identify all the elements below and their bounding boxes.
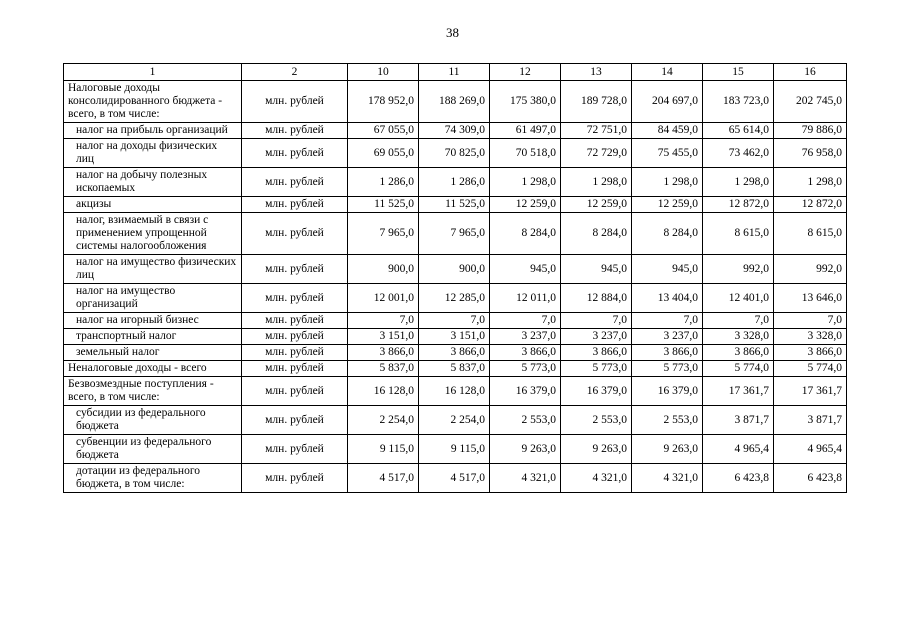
value-cell: 1 298,0: [774, 168, 847, 197]
value-cell: 992,0: [703, 255, 774, 284]
value-cell: 7 965,0: [348, 213, 419, 255]
value-cell: 175 380,0: [490, 81, 561, 123]
value-cell: 1 298,0: [490, 168, 561, 197]
value-cell: 188 269,0: [419, 81, 490, 123]
value-cell: 5 837,0: [348, 361, 419, 377]
value-cell: 74 309,0: [419, 123, 490, 139]
value-cell: 4 517,0: [348, 464, 419, 493]
value-cell: 7,0: [419, 313, 490, 329]
row-label: субсидии из федерального бюджета: [64, 406, 242, 435]
value-cell: 7,0: [561, 313, 632, 329]
table-row: [64, 329, 847, 345]
value-cell: 8 284,0: [561, 213, 632, 255]
value-cell: 75 455,0: [632, 139, 703, 168]
value-cell: 3 237,0: [561, 329, 632, 345]
value-cell: 12 259,0: [490, 197, 561, 213]
row-unit: млн. рублей: [242, 123, 348, 139]
row-unit: млн. рублей: [242, 377, 348, 406]
value-cell: 61 497,0: [490, 123, 561, 139]
value-cell: 16 379,0: [561, 377, 632, 406]
value-cell: 84 459,0: [632, 123, 703, 139]
row-label: налог на игорный бизнес: [64, 313, 242, 329]
value-cell: 11 525,0: [419, 197, 490, 213]
row-label: налог на имущество физических лиц: [64, 255, 242, 284]
value-cell: 12 259,0: [632, 197, 703, 213]
column-header: 13: [561, 64, 632, 81]
value-cell: 900,0: [348, 255, 419, 284]
value-cell: 3 866,0: [561, 345, 632, 361]
column-header: 11: [419, 64, 490, 81]
value-cell: 5 774,0: [774, 361, 847, 377]
value-cell: 2 553,0: [490, 406, 561, 435]
value-cell: 3 866,0: [490, 345, 561, 361]
value-cell: 12 872,0: [703, 197, 774, 213]
value-cell: 5 837,0: [419, 361, 490, 377]
value-cell: 8 284,0: [632, 213, 703, 255]
value-cell: 3 866,0: [774, 345, 847, 361]
row-unit: млн. рублей: [242, 406, 348, 435]
value-cell: 900,0: [419, 255, 490, 284]
table-body: [64, 81, 847, 493]
value-cell: 8 284,0: [490, 213, 561, 255]
row-label: налог на прибыль организаций: [64, 123, 242, 139]
value-cell: 12 285,0: [419, 284, 490, 313]
row-label: Неналоговые доходы - всего: [64, 361, 242, 377]
row-unit: млн. рублей: [242, 284, 348, 313]
row-unit: млн. рублей: [242, 213, 348, 255]
table-header-row: [64, 64, 847, 81]
row-label: налог, взимаемый в связи с применением упрощенной системы налогообложения: [64, 213, 242, 255]
row-unit: млн. рублей: [242, 255, 348, 284]
column-header: 14: [632, 64, 703, 81]
value-cell: 1 298,0: [561, 168, 632, 197]
row-unit: млн. рублей: [242, 139, 348, 168]
value-cell: 1 286,0: [419, 168, 490, 197]
value-cell: 73 462,0: [703, 139, 774, 168]
value-cell: 3 237,0: [632, 329, 703, 345]
row-unit: млн. рублей: [242, 435, 348, 464]
value-cell: 2 553,0: [561, 406, 632, 435]
row-label: Безвозмездные поступления - всего, в том числе:: [64, 377, 242, 406]
row-unit: млн. рублей: [242, 329, 348, 345]
value-cell: 6 423,8: [774, 464, 847, 493]
row-label: налог на добычу полезных ископаемых: [64, 168, 242, 197]
table-row: [64, 361, 847, 377]
row-unit: млн. рублей: [242, 464, 348, 493]
value-cell: 6 423,8: [703, 464, 774, 493]
value-cell: 7,0: [703, 313, 774, 329]
value-cell: 2 254,0: [348, 406, 419, 435]
column-header: 10: [348, 64, 419, 81]
value-cell: 8 615,0: [703, 213, 774, 255]
value-cell: 204 697,0: [632, 81, 703, 123]
table-row: [64, 406, 847, 435]
value-cell: 5 773,0: [632, 361, 703, 377]
value-cell: 3 871,7: [774, 406, 847, 435]
column-header: 1: [64, 64, 242, 81]
table-row: [64, 139, 847, 168]
budget-table: [63, 63, 847, 493]
table-row: [64, 284, 847, 313]
value-cell: 72 729,0: [561, 139, 632, 168]
value-cell: 4 965,4: [774, 435, 847, 464]
value-cell: 945,0: [490, 255, 561, 284]
table-row: [64, 123, 847, 139]
value-cell: 1 298,0: [703, 168, 774, 197]
value-cell: 7,0: [348, 313, 419, 329]
row-label: Налоговые доходы консолидированного бюджета - всего, в том числе:: [64, 81, 242, 123]
column-header: 2: [242, 64, 348, 81]
table-row: [64, 345, 847, 361]
value-cell: 189 728,0: [561, 81, 632, 123]
value-cell: 3 866,0: [703, 345, 774, 361]
value-cell: 3 328,0: [703, 329, 774, 345]
table-row: [64, 377, 847, 406]
value-cell: 12 259,0: [561, 197, 632, 213]
row-unit: млн. рублей: [242, 313, 348, 329]
value-cell: 2 553,0: [632, 406, 703, 435]
value-cell: 69 055,0: [348, 139, 419, 168]
value-cell: 1 298,0: [632, 168, 703, 197]
value-cell: 11 525,0: [348, 197, 419, 213]
value-cell: 9 115,0: [348, 435, 419, 464]
value-cell: 12 001,0: [348, 284, 419, 313]
value-cell: 17 361,7: [703, 377, 774, 406]
table-row: [64, 197, 847, 213]
value-cell: 67 055,0: [348, 123, 419, 139]
value-cell: 16 379,0: [490, 377, 561, 406]
row-label: дотации из федерального бюджета, в том числе:: [64, 464, 242, 493]
value-cell: 4 321,0: [561, 464, 632, 493]
row-unit: млн. рублей: [242, 345, 348, 361]
row-unit: млн. рублей: [242, 81, 348, 123]
value-cell: 3 866,0: [632, 345, 703, 361]
row-label: акцизы: [64, 197, 242, 213]
row-label: налог на имущество организаций: [64, 284, 242, 313]
value-cell: 3 151,0: [419, 329, 490, 345]
value-cell: 9 263,0: [632, 435, 703, 464]
value-cell: 3 151,0: [348, 329, 419, 345]
value-cell: 16 379,0: [632, 377, 703, 406]
value-cell: 4 517,0: [419, 464, 490, 493]
value-cell: 178 952,0: [348, 81, 419, 123]
value-cell: 16 128,0: [419, 377, 490, 406]
value-cell: 16 128,0: [348, 377, 419, 406]
column-header: 15: [703, 64, 774, 81]
value-cell: 4 965,4: [703, 435, 774, 464]
table-row: [64, 255, 847, 284]
value-cell: 3 328,0: [774, 329, 847, 345]
value-cell: 4 321,0: [632, 464, 703, 493]
value-cell: 992,0: [774, 255, 847, 284]
value-cell: 5 773,0: [561, 361, 632, 377]
value-cell: 2 254,0: [419, 406, 490, 435]
row-label: земельный налог: [64, 345, 242, 361]
value-cell: 12 884,0: [561, 284, 632, 313]
value-cell: 3 871,7: [703, 406, 774, 435]
page-number: 38: [446, 25, 459, 40]
row-label: субвенции из федерального бюджета: [64, 435, 242, 464]
row-label: налог на доходы физических лиц: [64, 139, 242, 168]
value-cell: 945,0: [632, 255, 703, 284]
column-header: 16: [774, 64, 847, 81]
table-row: [64, 313, 847, 329]
row-label: транспортный налог: [64, 329, 242, 345]
value-cell: 70 518,0: [490, 139, 561, 168]
value-cell: 945,0: [561, 255, 632, 284]
value-cell: 5 774,0: [703, 361, 774, 377]
table-row: [64, 168, 847, 197]
table-row: [64, 435, 847, 464]
value-cell: 13 646,0: [774, 284, 847, 313]
value-cell: 3 237,0: [490, 329, 561, 345]
value-cell: 7,0: [632, 313, 703, 329]
value-cell: 7,0: [774, 313, 847, 329]
value-cell: 3 866,0: [348, 345, 419, 361]
table-row: [64, 464, 847, 493]
value-cell: 65 614,0: [703, 123, 774, 139]
column-header: 12: [490, 64, 561, 81]
value-cell: 4 321,0: [490, 464, 561, 493]
value-cell: 12 872,0: [774, 197, 847, 213]
table-row: [64, 81, 847, 123]
value-cell: 9 115,0: [419, 435, 490, 464]
row-unit: млн. рублей: [242, 168, 348, 197]
value-cell: 1 286,0: [348, 168, 419, 197]
value-cell: 12 401,0: [703, 284, 774, 313]
value-cell: 76 958,0: [774, 139, 847, 168]
row-unit: млн. рублей: [242, 197, 348, 213]
value-cell: 70 825,0: [419, 139, 490, 168]
value-cell: 13 404,0: [632, 284, 703, 313]
value-cell: 7,0: [490, 313, 561, 329]
value-cell: 17 361,7: [774, 377, 847, 406]
value-cell: 72 751,0: [561, 123, 632, 139]
value-cell: 183 723,0: [703, 81, 774, 123]
value-cell: 3 866,0: [419, 345, 490, 361]
row-unit: млн. рублей: [242, 361, 348, 377]
value-cell: 79 886,0: [774, 123, 847, 139]
value-cell: 12 011,0: [490, 284, 561, 313]
value-cell: 9 263,0: [490, 435, 561, 464]
value-cell: 9 263,0: [561, 435, 632, 464]
value-cell: 7 965,0: [419, 213, 490, 255]
table-row: [64, 213, 847, 255]
value-cell: 8 615,0: [774, 213, 847, 255]
value-cell: 5 773,0: [490, 361, 561, 377]
value-cell: 202 745,0: [774, 81, 847, 123]
